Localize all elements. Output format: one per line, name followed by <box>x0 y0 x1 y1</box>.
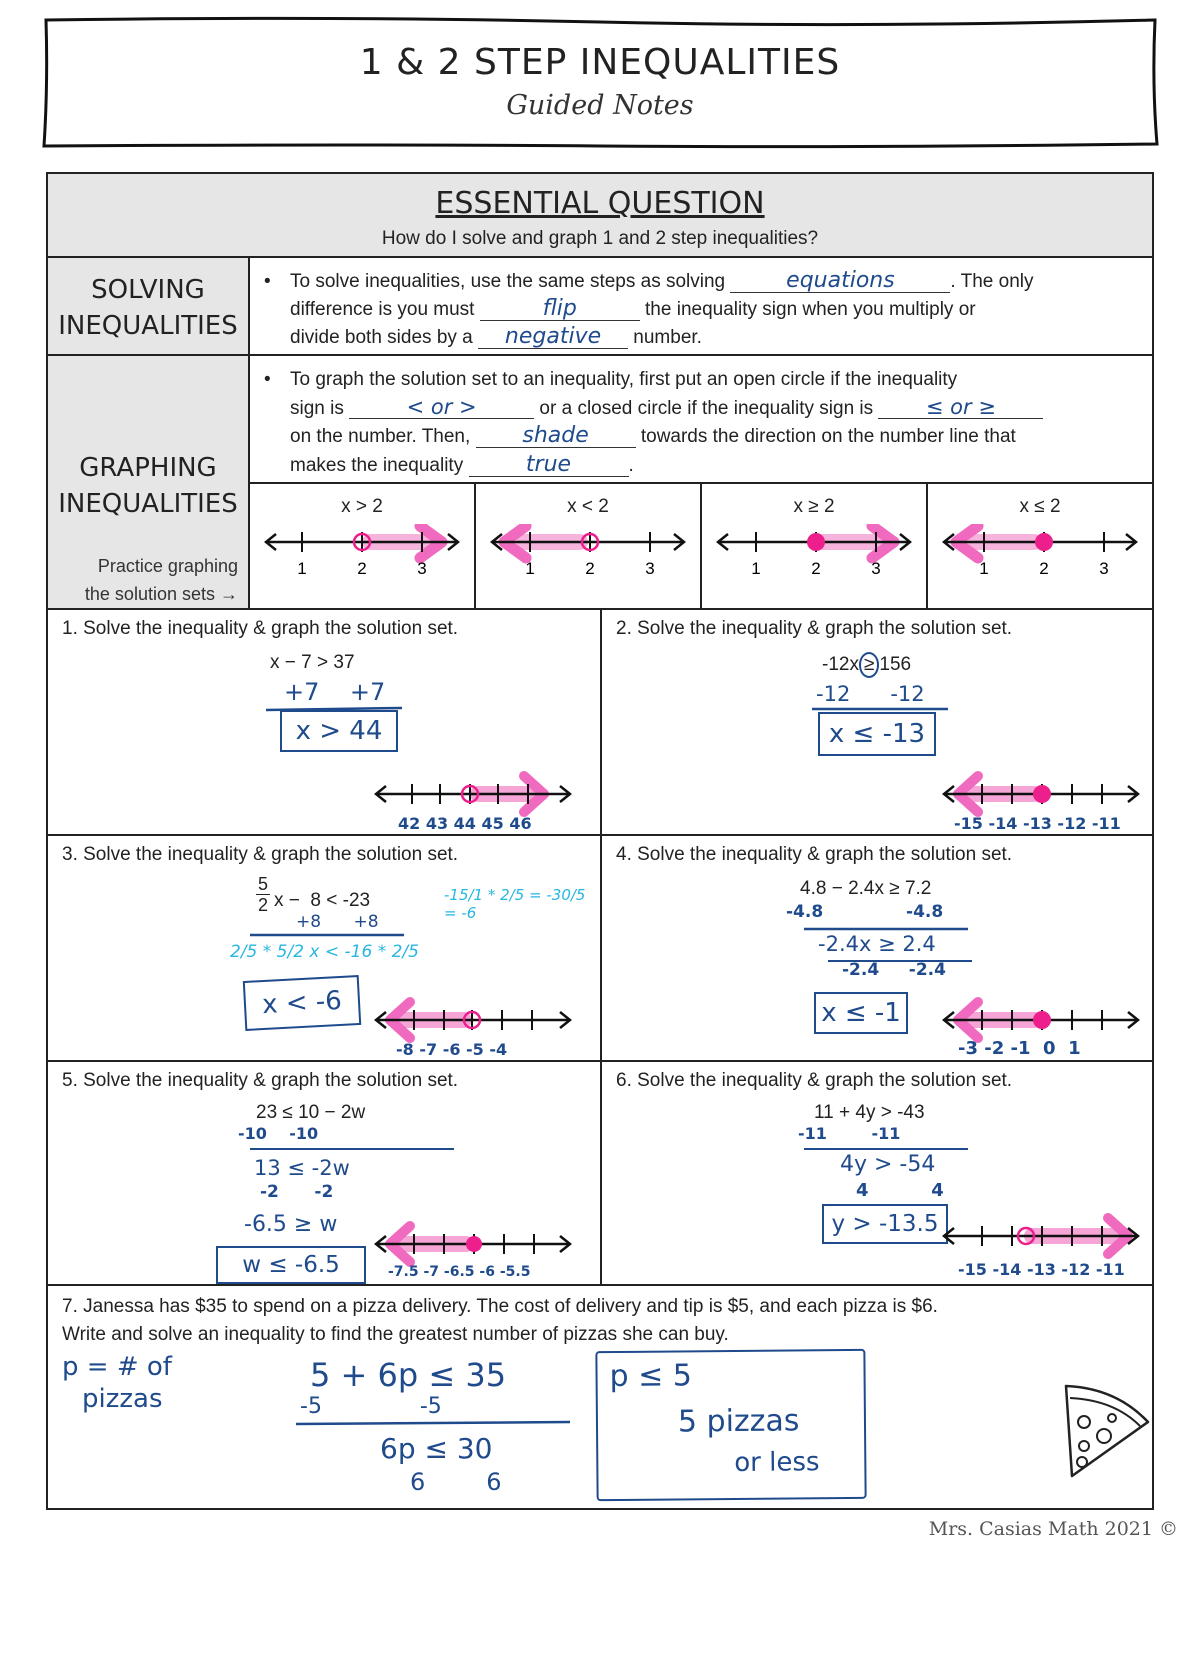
solving-text-5: divide both sides by a <box>290 327 473 348</box>
answer-line3: or less <box>734 1447 820 1478</box>
number-line-labels: -7.5 -7 -6.5 -6 -5.5 <box>388 1264 531 1280</box>
example-label: x < 2 <box>567 496 609 517</box>
problem-3-cell <box>46 834 602 1062</box>
problem-equation: 4.8 − 2.4x ≥ 7.2 <box>800 878 932 899</box>
answer-box: x ≤ -13 <box>818 712 936 756</box>
side-calculation: -15/1 * 2/5 = -30/5 = -6 <box>444 886 586 922</box>
work-step: 4 4 <box>856 1180 944 1201</box>
solving-notes-cell: • To solve inequalities, use the same steps as solving equations . The only difference is you must flip the inequality sign when you multiply or divide both sides by a negative number. <box>248 256 1154 356</box>
problem-text-line2: Write and solve an inequality to find the greatest number of pizzas she can buy. <box>62 1324 729 1345</box>
practice-label-line1: Practice graphing <box>97 556 238 576</box>
problem-title: 1. Solve the inequality & graph the solution set. <box>62 618 459 639</box>
work-step: +7 +7 <box>284 678 386 706</box>
graphing-text-7: . <box>628 454 634 476</box>
tick-label: 2 <box>1039 559 1049 578</box>
example-number-line <box>250 524 474 608</box>
graphing-label-line2: INEQUALITIES <box>58 489 238 519</box>
fraction-denominator: 2 <box>257 895 268 915</box>
solving-text-3: difference is you must <box>290 299 475 320</box>
problem-equation: x − 8 < -23 <box>274 890 371 911</box>
solving-label-cell <box>46 256 250 356</box>
solving-text-1: To solve inequalities, use the same steps as solving <box>290 271 726 292</box>
number-line-labels: -8 -7 -6 -5 -4 <box>396 1040 508 1059</box>
work-step: 4y > -54 <box>840 1152 936 1177</box>
graphing-text-6: makes the inequality <box>290 454 464 476</box>
example-number-line <box>928 524 1152 608</box>
work-step: -4.8 -4.8 <box>786 902 944 922</box>
answer-line1: p ≤ 5 <box>609 1358 693 1395</box>
tick-label: 3 <box>645 559 655 578</box>
answer-box: x > 44 <box>280 710 398 752</box>
tick-label: 1 <box>297 559 307 578</box>
work-step: +8 +8 <box>296 912 379 932</box>
solving-label-line2: INEQUALITIES <box>58 311 238 341</box>
blank-equations: equations <box>730 269 950 293</box>
graphing-label-line1: GRAPHING <box>79 453 217 483</box>
header-banner <box>40 14 1165 154</box>
variable-definition-line1: p = # of <box>62 1352 172 1382</box>
tick-label: 2 <box>357 559 367 578</box>
tick-label: 3 <box>1099 559 1109 578</box>
example-cell-1 <box>248 482 476 610</box>
problem-title: 6. Solve the inequality & graph the solution set. <box>616 1070 1013 1091</box>
page-subtitle: Guided Notes <box>506 90 694 121</box>
footer-credit: Mrs. Casias Math 2021 © <box>928 1518 1178 1540</box>
work-step: 6p ≤ 30 <box>380 1432 493 1465</box>
equation-right: 156 <box>879 654 912 675</box>
tick-label: 3 <box>871 559 881 578</box>
problem-7-cell <box>46 1284 1154 1510</box>
work-underline <box>248 1146 458 1152</box>
blank-negative: negative <box>478 325 628 349</box>
example-cell-4 <box>926 482 1154 610</box>
number-line-labels: 42 43 44 45 46 <box>398 814 532 833</box>
number-line-labels: -3 -2 -1 0 1 <box>958 1038 1081 1059</box>
work-step: -2 -2 <box>260 1182 334 1202</box>
work-step: -11 -11 <box>798 1124 901 1143</box>
work-step: 5 + 6p ≤ 35 <box>310 1356 507 1394</box>
problem-title: 5. Solve the inequality & graph the solution set. <box>62 1070 459 1091</box>
graphing-text-2: sign is <box>290 397 344 419</box>
graphing-text-4: on the number. Then, <box>290 426 471 447</box>
solving-text-4: the inequality sign when you multiply or <box>645 299 976 320</box>
graphing-text-1: To graph the solution set to an inequality, first put an open circle if the inequality <box>290 369 958 390</box>
blank-true: true <box>469 453 629 477</box>
tick-label: 1 <box>525 559 535 578</box>
pizza-slice-icon <box>1056 1380 1152 1480</box>
work-step: -12 -12 <box>816 682 925 706</box>
work-underline <box>294 1420 574 1426</box>
answer-box: x < -6 <box>243 975 361 1031</box>
problem-title: 2. Solve the inequality & graph the solution set. <box>616 618 1013 639</box>
blank-closed-signs: ≤ or ≥ <box>878 396 1043 419</box>
equation-sign: ≥ <box>859 652 879 678</box>
problem-title: 4. Solve the inequality & graph the solution set. <box>616 844 1013 865</box>
variable-definition-line2: pizzas <box>82 1384 163 1414</box>
number-line-labels: -15 -14 -13 -12 -11 <box>958 1260 1125 1279</box>
graphing-notes-cell: • To graph the solution set to an inequality, first put an open circle if the inequality sign is < or > or a closed circle if the inequality sign is ≤ or ≥ on the number. Then, shade towards the direction on the number line that makes the inequality true . <box>248 354 1154 484</box>
work-step: 13 ≤ -2w <box>254 1156 350 1180</box>
answer-box <box>595 1349 866 1501</box>
answer-box: x ≤ -1 <box>814 992 908 1034</box>
work-step: -2.4 -2.4 <box>842 960 946 980</box>
multiply-step: 2/5 * 5/2 x < -16 * 2/5 <box>230 942 419 962</box>
example-number-line <box>702 524 926 608</box>
work-step: -6.5 ≥ w <box>244 1212 338 1237</box>
blank-open-signs: < or > <box>349 396 534 419</box>
example-label: x ≤ 2 <box>1019 496 1061 517</box>
tick-label: 2 <box>811 559 821 578</box>
practice-label-line2: the solution sets → <box>84 584 238 604</box>
page-title: 1 & 2 STEP INEQUALITIES <box>359 42 841 83</box>
solving-text-2: . The only <box>950 271 1034 292</box>
example-label: x > 2 <box>341 496 383 517</box>
solving-text-6: number. <box>633 327 702 348</box>
problem-2-cell <box>600 608 1154 836</box>
answer-box: y > -13.5 <box>822 1204 948 1244</box>
equation-left: -12x <box>822 654 859 675</box>
work-step: -5 -5 <box>300 1394 442 1419</box>
work-step: 6 6 <box>410 1468 502 1496</box>
problem-5-cell <box>46 1060 602 1286</box>
problem-equation: 11 + 4y > -43 <box>814 1102 925 1123</box>
problem-4-cell <box>600 834 1154 1062</box>
example-cell-2 <box>474 482 702 610</box>
problem-equation: 23 ≤ 10 − 2w <box>256 1102 366 1123</box>
blank-shade: shade <box>476 424 636 448</box>
work-underline <box>248 932 408 938</box>
number-line-labels: -15 -14 -13 -12 -11 <box>954 814 1121 833</box>
problem-1-cell <box>46 608 602 836</box>
work-step: -2.4x ≥ 2.4 <box>818 932 936 956</box>
example-number-line <box>476 524 700 608</box>
problem-6-cell <box>600 1060 1154 1286</box>
essential-question-heading: ESSENTIAL QUESTION <box>435 186 765 221</box>
essential-question-box <box>46 172 1154 258</box>
essential-question-text: How do I solve and graph 1 and 2 step inequalities? <box>381 228 819 249</box>
tick-label: 1 <box>751 559 761 578</box>
solving-label-line1: SOLVING <box>91 275 205 305</box>
problem-equation: x − 7 > 37 <box>270 652 355 673</box>
work-step: -10 -10 <box>238 1124 319 1143</box>
problem-text-line1: 7. Janessa has $35 to spend on a pizza delivery. The cost of delivery and tip is $5, and each pizza is $6. <box>62 1296 938 1317</box>
graphing-text-5: towards the direction on the number line that <box>640 426 1016 447</box>
tick-label: 1 <box>979 559 989 578</box>
fraction-numerator: 5 <box>257 874 268 894</box>
graphing-text-3: or a closed circle if the inequality sign is <box>539 397 874 419</box>
blank-flip: flip <box>480 297 640 321</box>
example-cell-3 <box>700 482 928 610</box>
answer-box: w ≤ -6.5 <box>216 1246 366 1284</box>
answer-line2: 5 pizzas <box>677 1403 800 1440</box>
tick-label: 2 <box>585 559 595 578</box>
example-label: x ≥ 2 <box>793 496 835 517</box>
graphing-label-cell <box>46 354 250 610</box>
tick-label: 3 <box>417 559 427 578</box>
problem-title: 3. Solve the inequality & graph the solution set. <box>62 844 459 865</box>
